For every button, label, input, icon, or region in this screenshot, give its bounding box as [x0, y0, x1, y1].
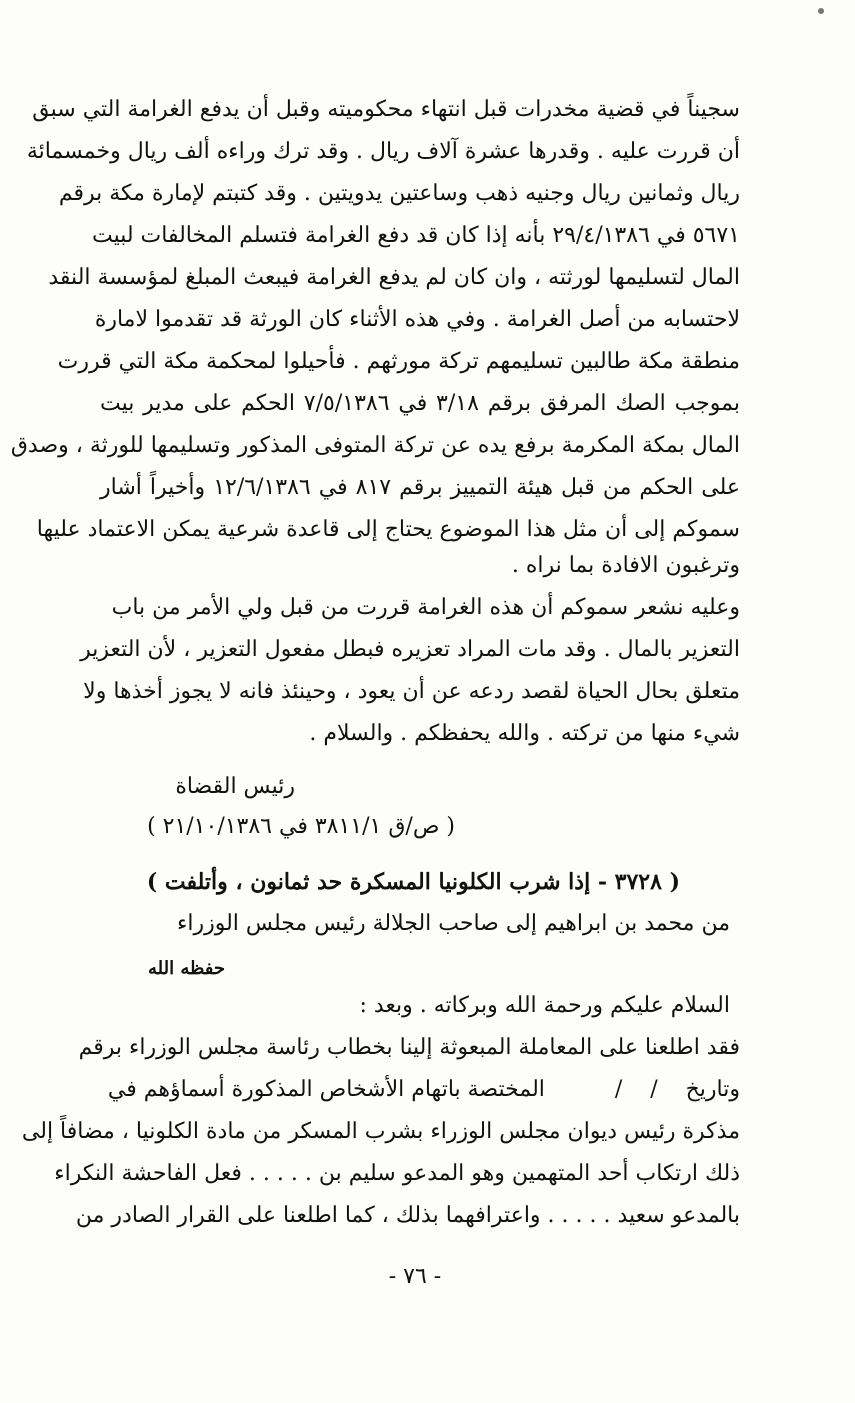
signature-title: رئيس القضاة	[175, 774, 295, 799]
paragraph-2-line-1: وعليه نشعر سموكم أن هذه الغرامة قررت من قبل ولي الأمر من باب	[111, 595, 740, 620]
corner-dot-mark	[818, 8, 824, 14]
paragraph-1-line-10: على الحكم من قبل هيئة التمييز برقم ٨١٧ في ١٢/٦/١٣٨٦ وأخيراً أشار	[100, 475, 740, 500]
reference-number: ( ص/ق ٣٨١١/١ في ٢١/١٠/١٣٨٦ )	[147, 814, 455, 839]
paragraph-3-line-4: ذلك ارتكاب أحد المتهمين وهو المدعو سليم بن . . . . . فعل الفاحشة النكراء	[54, 1161, 740, 1186]
paragraph-1-line-6: لاحتسابه من أصل الغرامة . وفي هذه الأثناء كان الورثة قد تقدموا لامارة	[94, 307, 740, 332]
paragraph-1-line-9: المال بمكة المكرمة برفع يده عن تركة المتوفى المذكور وتسليمها للورثة ، وصدق	[10, 433, 740, 458]
greeting-line: السلام عليكم ورحمة الله وبركاته . وبعد :	[359, 993, 730, 1018]
paragraph-1-line-3: ريال وثمانين ريال وجنيه ذهب وساعتين يدويتين . وقد كتبتم لإمارة مكة برقم	[58, 181, 740, 206]
page-number: - ٧٦ -	[388, 1264, 442, 1289]
paragraph-3-line-2: وتاريخ / / المختصة باتهام الأشخاص المذكورة أسماؤهم في	[107, 1077, 740, 1102]
paragraph-2-line-4: شيء منها من تركته . والله يحفظكم . والسلام .	[309, 721, 740, 746]
paragraph-1-line-2: أن قررت عليه . وقدرها عشرة آلاف ريال . وقد ترك وراءه ألف ريال وخمسمائة	[26, 139, 740, 164]
paragraph-2-line-3: متعلق بحال الحياة لقصد ردعه عن أن يعود ، وحينئذ فانه لا يجوز أخذها ولا	[83, 679, 740, 704]
letter-blessing: حفظه الله	[147, 958, 225, 979]
paragraph-1-line-7: منطقة مكة طالبين تسليمهم تركة مورثهم . فأحيلوا لمحكمة مكة التي قررت	[57, 349, 740, 374]
paragraph-3-line-1: فقد اطلعنا على المعاملة المبعوثة إلينا بخطاب رئاسة مجلس الوزراء برقم	[78, 1035, 740, 1060]
paragraph-1-line-12: وترغبون الافادة بما نراه .	[511, 553, 740, 578]
paragraph-2-line-2: التعزير بالمال . وقد مات المراد تعزيره فبطل مفعول التعزير ، لأن التعزير	[80, 637, 740, 662]
paragraph-1-line-4: ٥٦٧١ في ٢٩/٤/١٣٨٦ بأنه إذا كان قد دفع الغرامة فتسلم المخالفات لبيت	[91, 223, 740, 248]
paragraph-3-line-5: بالمدعو سعيد . . . . . واعترافهما بذلك ، كما اطلعنا على القرار الصادر من	[75, 1203, 740, 1228]
paragraph-1-line-1: سجيناً في قضية مخدرات قبل انتهاء محكوميته وقبل أن يدفع الغرامة التي سبق	[32, 97, 740, 122]
section-heading: ( ٣٧٢٨ - إذا شرب الكلونيا المسكرة حد ثمانون ، وأتلفت )	[146, 869, 680, 895]
paragraph-1-line-11: سموكم إلى أن مثل هذا الموضوع يحتاج إلى قاعدة شرعية يمكن الاعتماد عليها	[36, 517, 740, 542]
paragraph-1-line-8: بموجب الصك المرفق برقم ٣/١٨ في ٧/٥/١٣٨٦ الحكم على مدير بيت	[100, 391, 740, 416]
paragraph-3-line-3: مذكرة رئيس ديوان مجلس الوزراء بشرب المسكر من مادة الكلونيا ، مضافاً إلى	[21, 1119, 740, 1144]
letter-from-line: من محمد بن ابراهيم إلى صاحب الجلالة رئيس مجلس الوزراء	[177, 911, 730, 936]
paragraph-1-line-5: المال لتسليمها لورثته ، وان كان لم يدفع الغرامة فيبعث المبلغ لمؤسسة النقد	[48, 265, 740, 290]
